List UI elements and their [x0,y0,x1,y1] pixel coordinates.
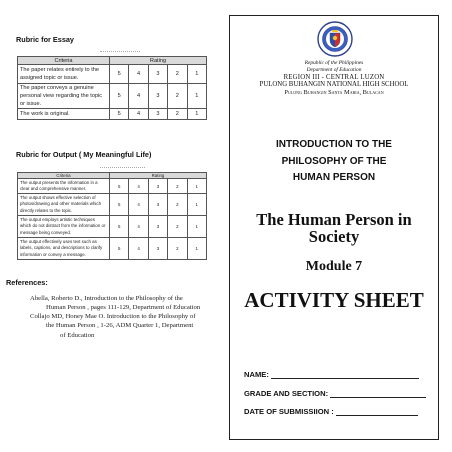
grade-section-label: GRADE AND SECTION: [244,389,329,398]
table-row [18,65,207,84]
rating-cell: 3 [148,238,167,260]
rating-cell: 4 [129,179,148,194]
agency-header [230,60,438,97]
rating-cell: 4 [129,194,148,216]
module-title-line: The Human Person in [256,210,412,229]
criteria-cell: The paper relates entirely to the assigned topic or issue. [18,65,110,84]
reference-entry [30,294,210,313]
rating-cell: 3 [148,84,167,109]
table-row [18,216,207,238]
school-address: Pulong Buhangin Santa Maria, Bulacan [284,89,384,97]
rating-cell: 1 [187,84,206,109]
rating-header: Rating [110,173,207,179]
criteria-cell: The paper conveys a genuine personal view regarding the topic or issue. [18,84,110,109]
reference-entry [30,312,210,340]
rating-cell: 1 [187,194,206,216]
rating-cell: 5 [110,238,129,260]
essay-rubric-title: Rubric for Essay [16,35,74,44]
rating-cell: 4 [129,238,148,260]
name-field[interactable] [244,370,419,379]
reference-line: Collajo MD, Honey Mae O. Introduction to the Philosophy of [30,313,196,320]
rating-cell: 5 [110,65,129,84]
table-row [18,179,207,194]
cover-page [229,15,439,440]
rating-cell: 2 [168,216,187,238]
rating-cell: 5 [110,194,129,216]
rating-cell: 4 [129,65,148,84]
rating-cell: 1 [187,65,206,84]
criteria-header: Criteria [18,57,110,65]
rating-cell: 2 [168,65,187,84]
course-title-line: HUMAN PERSON [292,172,376,183]
rating-cell: 1 [187,216,206,238]
criteria-cell: The output effectively uses text such as labels, captions, and descriptions to clarify information or convey a message. [18,238,110,260]
reference-line: of Education [60,331,95,339]
rating-cell: 2 [168,84,187,109]
reference-line: the Human Person , 1-26, ADM Quarter 1, Department [46,322,194,330]
rating-cell: 2 [168,238,187,260]
rating-header: Rating [110,57,207,65]
rating-cell: 1 [187,238,206,260]
rating-cell: 3 [148,194,167,216]
rating-cell: 2 [168,179,187,194]
output-rubric-table [17,172,207,260]
submission-date-label: DATE OF SUBMISSIION : [244,407,334,416]
rating-cell: 5 [110,216,129,238]
activity-sheet-label: ACTIVITY SHEET [244,288,424,312]
references-heading: References: [6,278,48,287]
rating-cell: 5 [110,109,129,120]
submission-date-blank-line[interactable] [336,409,418,416]
module-title-line: Society [308,226,360,246]
criteria-cell: The output employs artistic techniques which do not distract from the information or message being conveyed. [18,216,110,238]
criteria-cell: The output shows effective selection of photos/drawing and other materials which directly relates to the topic. [18,194,110,216]
output-rubric-title: Rubric for Output ( My Meaningful Life) [16,150,152,159]
rating-cell: 2 [168,109,187,120]
essay-rubric-table [17,56,207,120]
table-row [18,84,207,109]
rating-cell: 1 [187,179,206,194]
course-title [230,137,438,187]
rating-cell: 5 [110,179,129,194]
school-name: PULONG BUHANGIN NATIONAL HIGH SCHOOL [259,81,409,89]
course-title-line: INTRODUCTION TO THE [276,139,392,150]
submission-date-field[interactable] [244,407,418,416]
course-title-line: PHILOSOPHY OF THE [281,155,387,167]
rating-cell: 1 [187,109,206,120]
reference-line: Human Person , pages 111-129, Department of Education [46,304,201,312]
reference-line: Abella, Roberto D., Introduction to the Philosophy of the [30,295,183,302]
grade-section-field[interactable] [244,389,426,398]
rating-cell: 3 [148,65,167,84]
rating-cell: 5 [110,84,129,109]
criteria-cell: The output presents the information in a clear and comprehensive manner. [18,179,110,194]
rating-cell: 3 [148,109,167,120]
rating-cell: 3 [148,179,167,194]
module-number: Module 7 [305,259,363,274]
republic-line: Republic of the Philippines [304,60,364,66]
region-line: REGION III - CENTRAL LUZON [283,73,385,81]
rating-cell: 2 [168,194,187,216]
name-label: NAME: [244,370,269,379]
module-title [230,212,438,245]
deped-seal-logo [317,21,353,57]
rating-cell: 4 [129,84,148,109]
grade-section-blank-line[interactable] [330,391,426,398]
criteria-cell: The work is original. [18,109,110,120]
faint-rule [100,51,140,52]
rating-cell: 3 [148,216,167,238]
table-row [18,238,207,260]
criteria-header: Criteria [18,173,110,179]
department-line: Department of Education [306,66,362,73]
rating-cell: 4 [129,216,148,238]
name-blank-line[interactable] [271,372,419,379]
rating-cell: 4 [129,109,148,120]
table-row [18,194,207,216]
faint-rule [100,167,145,168]
table-row [18,109,207,120]
